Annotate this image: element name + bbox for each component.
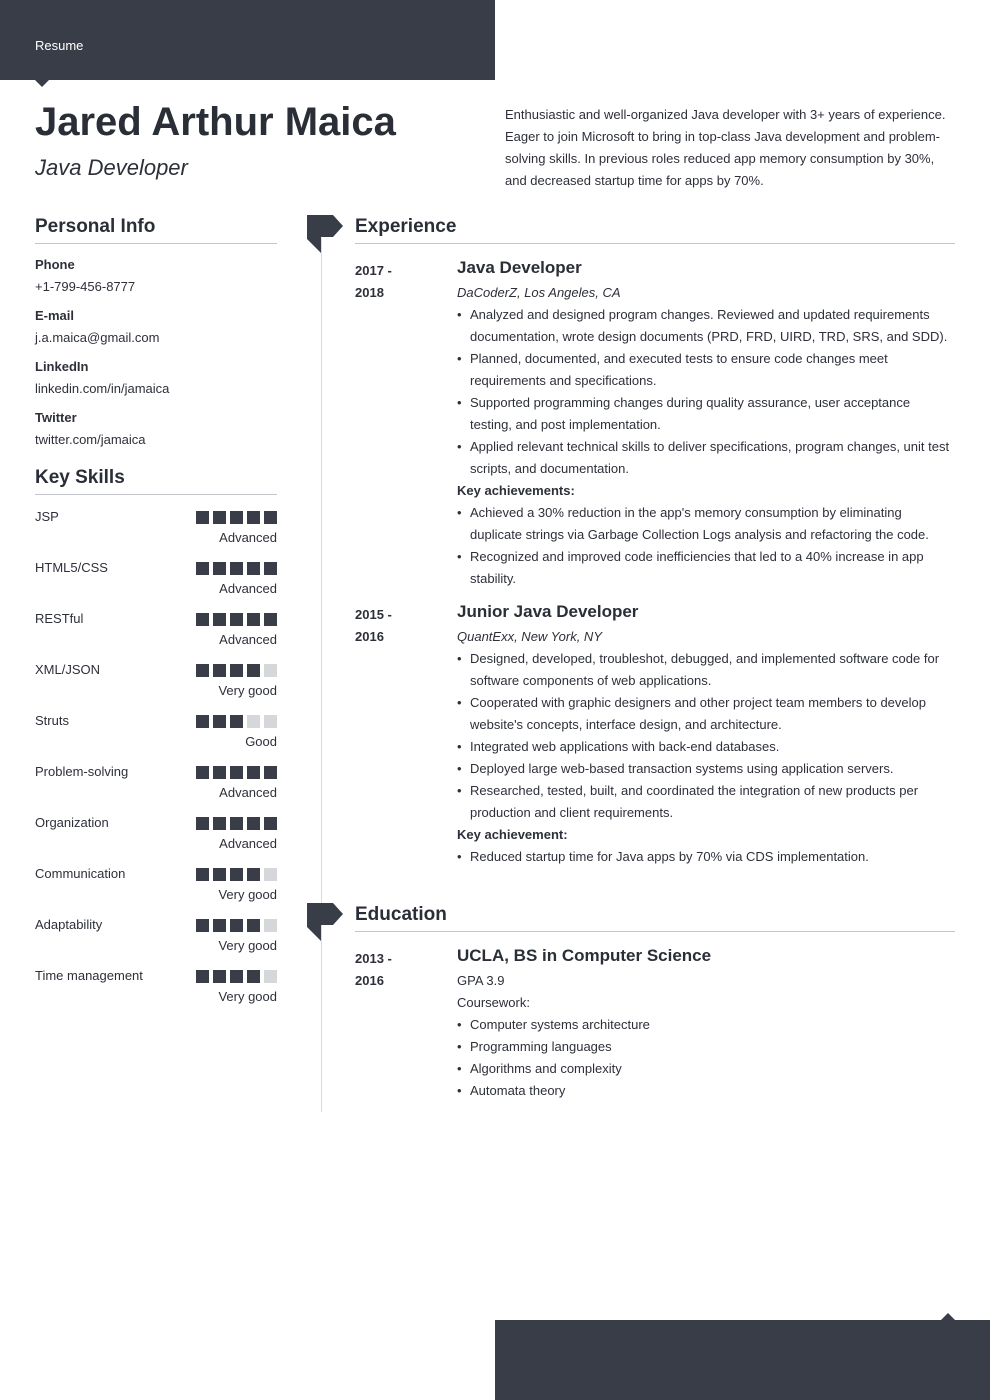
gpa: GPA 3.9 — [457, 973, 505, 988]
achievements-list — [457, 502, 955, 590]
personal-info-list — [35, 257, 277, 448]
rating-pip-empty — [264, 664, 277, 677]
experience-heading: Experience — [355, 216, 955, 244]
bottom-banner-notch — [941, 1313, 955, 1320]
list-item: • Integrated web applications with back-end databases. — [457, 736, 955, 758]
rating-pip-empty — [264, 919, 277, 932]
phone-label: Phone — [35, 257, 75, 272]
rating-pip-filled — [264, 562, 277, 575]
rating-pip-filled — [264, 817, 277, 830]
position-title: Junior Java Developer — [457, 602, 639, 621]
skill-row — [35, 699, 277, 750]
education-heading: Education — [355, 904, 955, 932]
rating-pip-filled — [247, 664, 260, 677]
timeline-line — [321, 238, 322, 1112]
skill-rating — [196, 919, 277, 932]
rating-pip-filled — [196, 919, 209, 932]
rating-pip-filled — [247, 868, 260, 881]
rating-pip-filled — [230, 715, 243, 728]
skill-rating — [196, 664, 277, 677]
skill-name: RESTful — [35, 611, 84, 626]
list-item: • Planned, documented, and executed tests to ensure code changes meet requirements and specifications. — [457, 348, 955, 392]
email-value: j.a.maica@gmail.com — [35, 330, 160, 345]
skill-row — [35, 852, 277, 903]
company: QuantExx, New York, NY — [457, 629, 602, 644]
rating-pip-filled — [247, 817, 260, 830]
skill-level: Advanced — [219, 785, 277, 800]
key-skills-heading: Key Skills — [35, 467, 277, 495]
rating-pip-filled — [196, 613, 209, 626]
skill-name: Time management — [35, 968, 143, 983]
list-item: • Cooperated with graphic designers and other project team members to develop website's concepts, interface design, and architecture. — [457, 692, 955, 736]
entry-body — [457, 601, 955, 868]
entry-body — [457, 257, 955, 590]
rating-pip-empty — [247, 715, 260, 728]
left-column — [35, 216, 277, 1005]
experience-section — [355, 216, 955, 868]
skill-level: Very good — [218, 683, 277, 698]
rating-pip-filled — [230, 613, 243, 626]
skill-row — [35, 648, 277, 699]
skill-row — [35, 546, 277, 597]
linkedin-label: LinkedIn — [35, 359, 89, 374]
rating-pip-filled — [196, 970, 209, 983]
duties-list — [457, 648, 955, 824]
rating-pip-filled — [196, 868, 209, 881]
coursework-label: Coursework: — [457, 995, 530, 1010]
rating-pip-filled — [230, 664, 243, 677]
skill-rating — [196, 868, 277, 881]
skill-name: Struts — [35, 713, 69, 728]
rating-pip-filled — [230, 868, 243, 881]
rating-pip-empty — [264, 868, 277, 881]
skill-rating — [196, 511, 277, 524]
email-label: E-mail — [35, 308, 75, 323]
bottom-banner — [495, 1320, 990, 1400]
rating-pip-filled — [213, 511, 226, 524]
list-item: • Algorithms and complexity — [457, 1058, 955, 1080]
experience-flag-icon — [307, 215, 343, 253]
rating-pip-filled — [196, 766, 209, 779]
date-end: 2018 — [355, 285, 384, 300]
date-end: 2016 — [355, 629, 384, 644]
skill-level: Good — [245, 734, 277, 749]
twitter-label: Twitter — [35, 410, 77, 425]
entry-body — [457, 945, 955, 1102]
list-item: • Achieved a 30% reduction in the app's memory consumption by eliminating duplicate strings via Garbage Collection Logs analysis and refactoring the code. — [457, 502, 955, 546]
rating-pip-filled — [247, 511, 260, 524]
skill-row — [35, 801, 277, 852]
list-item: • Designed, developed, troubleshot, debugged, and implemented software code for software components of web applications. — [457, 648, 955, 692]
skill-level: Advanced — [219, 581, 277, 596]
entry-date — [355, 260, 435, 304]
skill-rating — [196, 613, 277, 626]
skill-name: Adaptability — [35, 917, 103, 932]
experience-entry — [355, 257, 955, 590]
rating-pip-filled — [196, 664, 209, 677]
skill-rating — [196, 562, 277, 575]
courses-list — [457, 1014, 955, 1102]
date-start: 2017 - — [355, 263, 392, 278]
rating-pip-filled — [230, 817, 243, 830]
list-item: • Programming languages — [457, 1036, 955, 1058]
rating-pip-filled — [196, 562, 209, 575]
date-start: 2015 - — [355, 607, 392, 622]
skill-level: Very good — [218, 989, 277, 1004]
skill-rating — [196, 817, 277, 830]
skill-name: Organization — [35, 815, 109, 830]
entry-date — [355, 604, 435, 648]
twitter-value: twitter.com/jamaica — [35, 432, 146, 447]
list-item: • Supported programming changes during quality assurance, user acceptance testing, and post implementation. — [457, 392, 955, 436]
entry-date — [355, 948, 435, 992]
skill-level: Advanced — [219, 632, 277, 647]
company: DaCoderZ, Los Angeles, CA — [457, 285, 621, 300]
skills-list — [35, 495, 277, 1005]
rating-pip-filled — [230, 562, 243, 575]
personal-info-heading: Personal Info — [35, 216, 277, 244]
skill-name: JSP — [35, 509, 59, 524]
banner-notch — [35, 80, 49, 87]
date-end: 2016 — [355, 973, 384, 988]
rating-pip-filled — [213, 664, 226, 677]
rating-pip-filled — [213, 715, 226, 728]
education-section — [355, 904, 955, 1102]
rating-pip-filled — [196, 715, 209, 728]
list-item: • Applied relevant technical skills to deliver specifications, program changes, unit test scripts, and documentation. — [457, 436, 955, 480]
skill-row — [35, 750, 277, 801]
achievements-label: Key achievement: — [457, 827, 568, 842]
rating-pip-filled — [247, 562, 260, 575]
rating-pip-filled — [230, 919, 243, 932]
rating-pip-filled — [213, 817, 226, 830]
list-item: • Analyzed and designed program changes. Reviewed and updated requirements documentation, wrote design documents (PRD, FRD, UIRD, TRD, SRS, and SDD). — [457, 304, 955, 348]
rating-pip-empty — [264, 970, 277, 983]
rating-pip-filled — [213, 919, 226, 932]
rating-pip-filled — [230, 511, 243, 524]
candidate-name: Jared Arthur Maica — [35, 100, 396, 144]
summary: Enthusiastic and well-organized Java developer with 3+ years of experience. Eager to join Microsoft to bring in top-class Java development and problem-solving skills. In previous roles reduced app memory consumption by 30%, and decreased startup time for apps by 70%. — [505, 107, 946, 188]
skill-level: Advanced — [219, 836, 277, 851]
list-item: • Deployed large web-based transaction systems using application servers. — [457, 758, 955, 780]
rating-pip-filled — [264, 613, 277, 626]
achievements-label: Key achievements: — [457, 483, 575, 498]
skill-rating — [196, 715, 277, 728]
rating-pip-empty — [264, 715, 277, 728]
skill-row — [35, 903, 277, 954]
skill-name: Communication — [35, 866, 126, 881]
education-entry — [355, 945, 955, 1102]
rating-pip-filled — [264, 511, 277, 524]
rating-pip-filled — [196, 511, 209, 524]
rating-pip-filled — [247, 970, 260, 983]
linkedin-value: linkedin.com/in/jamaica — [35, 381, 170, 396]
list-item: • Recognized and improved code inefficiencies that led to a 40% increase in app stability. — [457, 546, 955, 590]
position-title: Java Developer — [457, 258, 582, 277]
rating-pip-filled — [213, 766, 226, 779]
skill-name: HTML5/CSS — [35, 560, 108, 575]
list-item: • Automata theory — [457, 1080, 955, 1102]
duties-list — [457, 304, 955, 480]
list-item: • Computer systems architecture — [457, 1014, 955, 1036]
skill-rating — [196, 766, 277, 779]
skill-row — [35, 597, 277, 648]
skill-level: Very good — [218, 887, 277, 902]
rating-pip-filled — [213, 970, 226, 983]
skill-row — [35, 495, 277, 546]
rating-pip-filled — [247, 919, 260, 932]
skill-name: Problem-solving — [35, 764, 129, 779]
rating-pip-filled — [213, 562, 226, 575]
skill-level: Very good — [218, 938, 277, 953]
rating-pip-filled — [230, 766, 243, 779]
rating-pip-filled — [264, 766, 277, 779]
education-flag-icon — [307, 903, 343, 941]
list-item: • Reduced startup time for Java apps by 70% via CDS implementation. — [457, 846, 955, 868]
rating-pip-filled — [196, 817, 209, 830]
experience-entry — [355, 601, 955, 868]
rating-pip-filled — [213, 868, 226, 881]
list-item: • Researched, tested, built, and coordinated the integration of new products per production and client requirements. — [457, 780, 955, 824]
phone-value: +1-799-456-8777 — [35, 279, 136, 294]
top-banner — [0, 0, 495, 80]
banner-label: Resume — [35, 38, 84, 53]
achievements-list — [457, 846, 955, 868]
rating-pip-filled — [230, 970, 243, 983]
degree-title: UCLA, BS in Computer Science — [457, 946, 712, 965]
rating-pip-filled — [247, 613, 260, 626]
skill-name: XML/JSON — [35, 662, 101, 677]
date-start: 2013 - — [355, 951, 392, 966]
rating-pip-filled — [247, 766, 260, 779]
skill-rating — [196, 970, 277, 983]
skill-row — [35, 954, 277, 1005]
job-title: Java Developer — [35, 155, 188, 180]
skill-level: Advanced — [219, 530, 277, 545]
rating-pip-filled — [213, 613, 226, 626]
